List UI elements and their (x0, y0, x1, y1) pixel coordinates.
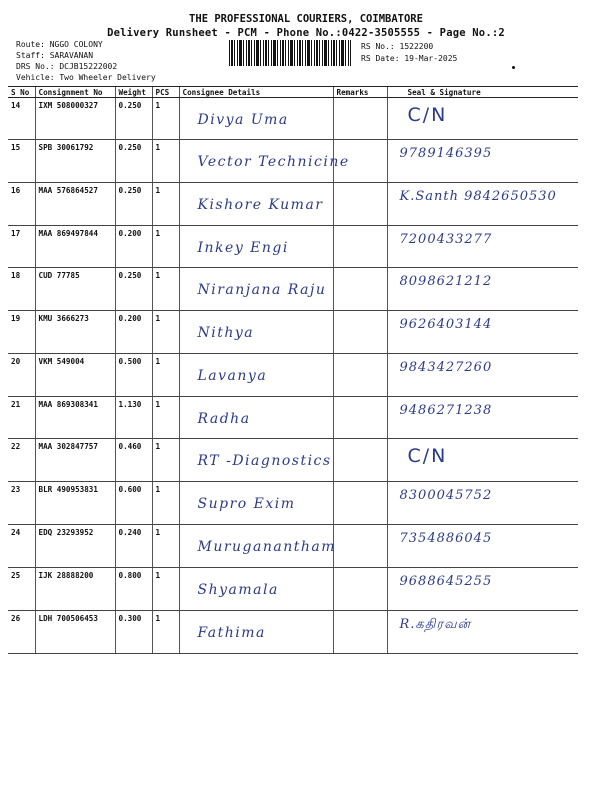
row-remarks (333, 611, 387, 654)
row-consignment-no: LDH 700506453 (35, 611, 115, 654)
row-signature (387, 611, 578, 654)
row-consignee (179, 226, 333, 268)
row-consignee (179, 439, 333, 482)
row-consignee (179, 568, 333, 611)
row-pcs: 1 (152, 525, 179, 568)
table-row (8, 140, 578, 183)
row-pcs: 1 (152, 611, 179, 654)
row-consignee (179, 98, 333, 140)
row-consignment-no: VKM 549004 (35, 354, 115, 397)
runsheet-table (8, 86, 578, 654)
row-pcs: 1 (152, 439, 179, 482)
handwritten-consignee-name: Kishore Kumar (197, 197, 324, 213)
row-sno: 21 (8, 397, 35, 439)
handwritten-consignee-name: Muruganantham (197, 539, 337, 555)
row-signature (387, 268, 578, 311)
row-consignment-no: BLR 490953831 (35, 482, 115, 525)
handwritten-signature: 7200433277 (399, 232, 493, 247)
row-weight: 0.800 (115, 568, 152, 611)
handwritten-signature: 9688645255 (399, 574, 493, 589)
row-remarks (333, 183, 387, 226)
row-consignee (179, 354, 333, 397)
row-consignee (179, 525, 337, 568)
row-pcs: 1 (152, 568, 179, 611)
table-row (8, 268, 578, 311)
row-signature (387, 98, 578, 140)
row-signature (387, 397, 578, 439)
table-row (8, 482, 578, 525)
row-remarks (333, 439, 387, 482)
table-row (8, 611, 578, 654)
handwritten-signature: 9486271238 (399, 403, 493, 418)
row-sno: 25 (8, 568, 35, 611)
row-signature (387, 568, 578, 611)
handwritten-signature: K.Santh 9842650530 (399, 189, 557, 204)
row-remarks (333, 525, 387, 568)
table-row (8, 98, 578, 140)
col-header-consignment: Consignment No (35, 87, 115, 98)
stray-mark (512, 66, 515, 69)
row-weight: 0.200 (115, 311, 152, 354)
row-weight: 0.250 (115, 183, 152, 226)
row-remarks (333, 397, 387, 439)
row-pcs: 1 (152, 226, 179, 268)
row-signature (387, 183, 578, 226)
handwritten-signature: 8098621212 (399, 274, 493, 289)
row-consignment-no: EDQ 23293952 (35, 525, 115, 568)
row-consignment-no: MAA 576864527 (35, 183, 115, 226)
row-consignee (179, 183, 333, 226)
row-consignee (179, 611, 333, 654)
staff-label: Staff: SARAVANAN (16, 51, 94, 60)
row-weight: 1.130 (115, 397, 152, 439)
document-title: THE PROFESSIONAL COURIERS, COIMBATORE (189, 13, 423, 25)
row-signature (387, 354, 578, 397)
row-pcs: 1 (152, 183, 179, 226)
table-row (8, 439, 578, 482)
handwritten-consignee-name: Niranjana Raju (197, 282, 327, 298)
row-pcs: 1 (152, 482, 179, 525)
table-row (8, 311, 578, 354)
row-sno: 18 (8, 268, 35, 311)
row-pcs: 1 (152, 268, 179, 311)
handwritten-consignee-name: Radha (197, 411, 251, 427)
row-consignee (179, 482, 333, 525)
row-sno: 26 (8, 611, 35, 654)
row-sno: 24 (8, 525, 35, 568)
col-header-sno: S No (8, 87, 35, 98)
handwritten-consignee-name: Fathima (197, 625, 266, 641)
row-consignment-no: SPB 30061792 (35, 140, 115, 183)
row-signature (387, 482, 578, 525)
table-row (8, 183, 578, 226)
row-remarks (333, 226, 387, 268)
row-remarks (333, 268, 387, 311)
row-weight: 0.250 (115, 268, 152, 311)
row-signature (387, 226, 578, 268)
handwritten-consignee-name: Nithya (197, 325, 255, 341)
barcode-image (229, 40, 351, 66)
row-weight: 0.250 (115, 98, 152, 140)
handwritten-consignee-name: Shyamala (197, 582, 279, 598)
row-consignment-no: MAA 869497844 (35, 226, 115, 268)
handwritten-consignee-name: Supro Exim (197, 496, 296, 512)
row-weight: 0.240 (115, 525, 152, 568)
row-consignment-no: KMU 3666273 (35, 311, 115, 354)
col-header-consignee: Consignee Details (179, 87, 333, 98)
col-header-pcs: PCS (152, 87, 179, 98)
row-consignee (179, 140, 350, 183)
row-weight: 0.460 (115, 439, 152, 482)
row-consignment-no: MAA 302847757 (35, 439, 115, 482)
document-subtitle: Delivery Runsheet - PCM - Phone No.:0422-3505555 - Page No.:2 (107, 27, 505, 39)
row-sno: 22 (8, 439, 35, 482)
row-sno: 23 (8, 482, 35, 525)
row-pcs: 1 (152, 140, 179, 183)
row-weight: 0.300 (115, 611, 152, 654)
row-signature (387, 140, 578, 183)
drs-number: DRS No.: DCJB15222002 (16, 62, 118, 71)
row-pcs: 1 (152, 397, 179, 439)
row-signature (387, 311, 578, 354)
row-sno: 20 (8, 354, 35, 397)
row-sno: 17 (8, 226, 35, 268)
row-sno: 19 (8, 311, 35, 354)
col-header-signature: Seal & Signature (387, 87, 578, 98)
row-signature (387, 439, 578, 482)
row-pcs: 1 (152, 354, 179, 397)
table-header-row (8, 87, 578, 98)
row-signature (387, 525, 578, 568)
handwritten-signature: C/N (407, 445, 448, 467)
handwritten-consignee-name: Divya Uma (197, 112, 289, 128)
row-sno: 16 (8, 183, 35, 226)
row-remarks (333, 354, 387, 397)
row-remarks (333, 568, 387, 611)
row-consignment-no: IJK 28888200 (35, 568, 115, 611)
row-remarks (333, 311, 387, 354)
handwritten-consignee-name: Lavanya (197, 368, 268, 384)
row-sno: 14 (8, 98, 35, 140)
row-remarks (333, 98, 387, 140)
table-row (8, 397, 578, 439)
row-pcs: 1 (152, 98, 179, 140)
row-weight: 0.250 (115, 140, 152, 183)
vehicle-label: Vehicle: Two Wheeler Delivery (16, 73, 156, 82)
col-header-remarks: Remarks (333, 87, 387, 98)
handwritten-signature: C/N (407, 104, 448, 126)
row-consignee (179, 311, 333, 354)
row-remarks (333, 482, 387, 525)
row-sno: 15 (8, 140, 35, 183)
row-weight: 0.200 (115, 226, 152, 268)
row-pcs: 1 (152, 311, 179, 354)
handwritten-signature: R.கதிரவன் (399, 617, 472, 632)
rs-number: RS No.: 1522200 (361, 42, 434, 51)
row-consignment-no: MAA 869308341 (35, 397, 115, 439)
handwritten-consignee-name: Inkey Engi (197, 240, 289, 256)
row-consignee (179, 268, 333, 311)
handwritten-consignee-name: Vector Technicine (197, 154, 350, 170)
row-consignee (179, 397, 333, 439)
row-consignment-no: IXM 508000327 (35, 98, 115, 140)
row-consignment-no: CUD 77785 (35, 268, 115, 311)
row-weight: 0.500 (115, 354, 152, 397)
handwritten-signature: 9789146395 (399, 146, 493, 161)
route-label: Route: NGGO COLONY (16, 40, 103, 49)
handwritten-signature: 9843427260 (399, 360, 493, 375)
handwritten-signature: 7354886045 (399, 531, 493, 546)
handwritten-signature: 9626403144 (399, 317, 493, 332)
table-row (8, 568, 578, 611)
rs-date: RS Date: 19-Mar-2025 (361, 54, 458, 63)
row-weight: 0.600 (115, 482, 152, 525)
table-row (8, 525, 578, 568)
col-header-weight: Weight (115, 87, 152, 98)
table-row (8, 226, 578, 268)
handwritten-consignee-name: RT -Diagnostics (197, 453, 332, 469)
table-row (8, 354, 578, 397)
handwritten-signature: 8300045752 (399, 488, 493, 503)
